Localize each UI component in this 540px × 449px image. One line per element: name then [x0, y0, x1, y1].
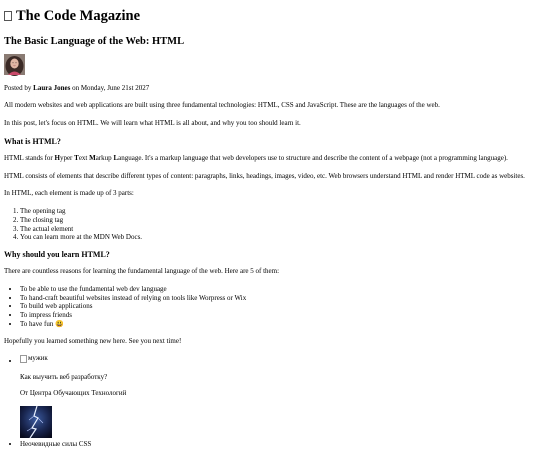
- what-paragraph-2: HTML consists of elements that describe different types of content: paragraphs, links, headings, images, video, etc. Web browsers understand HTML and render HTML code as websites.: [4, 171, 525, 180]
- lightning-thumbnail[interactable]: [20, 406, 52, 438]
- site-title: The Code Magazine: [16, 8, 141, 24]
- course-image-alt: • мужик: [28, 354, 48, 363]
- course-source: От Центра Обучающих Технологий: [20, 389, 127, 398]
- avatar-image: [4, 54, 25, 75]
- list-item: • To build web applications: [20, 302, 536, 311]
- course-title[interactable]: • Неочевидные силы CSS: [20, 440, 92, 448]
- list-item: 3. The actual element: [20, 225, 536, 234]
- list-item: 2. The closing tag: [20, 216, 536, 225]
- course-image[interactable]: [20, 354, 48, 363]
- list-item: 1. The opening tag: [20, 207, 536, 216]
- byline: Posted by Laura Jones on Monday, June 21st 2027: [4, 83, 150, 92]
- course-title[interactable]: Как выучить веб разработку?: [20, 372, 108, 381]
- section-heading-what: What is HTML?: [4, 136, 61, 146]
- broken-image-icon: [4, 11, 12, 21]
- what-paragraph-1: HTML stands for Hyper Text Markup Language. It's a markup language that web developers use to structure and describe the content of a webpage (not a programming language).: [4, 153, 508, 162]
- course-item[interactable]: [20, 406, 536, 449]
- list-item: • To be able to use the fundamental web dev language: [20, 285, 536, 294]
- author-name: Laura Jones: [33, 83, 71, 92]
- site-header: [4, 9, 536, 24]
- reasons-list: [4, 285, 536, 329]
- section-heading-why: Why should you learn HTML?: [4, 250, 110, 260]
- why-paragraph: There are countless reasons for learning the fundamental language of the web. Here are 5 of them:: [4, 267, 280, 276]
- list-item: • To impress friends: [20, 311, 536, 320]
- list-item: • To have fun 😃: [20, 320, 536, 329]
- author-avatar: [4, 54, 25, 75]
- list-item: 4. You can learn more at the MDN Web Docs.: [20, 233, 536, 242]
- intro-paragraph-1: All modern websites and web applications are built using three fundamental technologies: HTML, CSS and JavaScript. These are the languages of the web.: [4, 101, 440, 110]
- course-item[interactable]: [20, 354, 536, 398]
- element-parts-list: [4, 207, 536, 242]
- outro-paragraph: Hopefully you learned something new here. See you next time!: [4, 336, 182, 345]
- list-item: • To hand-craft beautiful websites instead of relying on tools like Worpress or Wix: [20, 294, 536, 303]
- intro-paragraph-2: In this post, let's focus on HTML. We will learn what HTML is all about, and why you too should learn it.: [4, 119, 301, 128]
- post-title: The Basic Language of the Web: HTML: [4, 35, 185, 47]
- broken-image-icon: [20, 355, 27, 363]
- what-paragraph-3: In HTML, each element is made up of 3 parts:: [4, 189, 134, 198]
- related-courses-list: [4, 354, 536, 448]
